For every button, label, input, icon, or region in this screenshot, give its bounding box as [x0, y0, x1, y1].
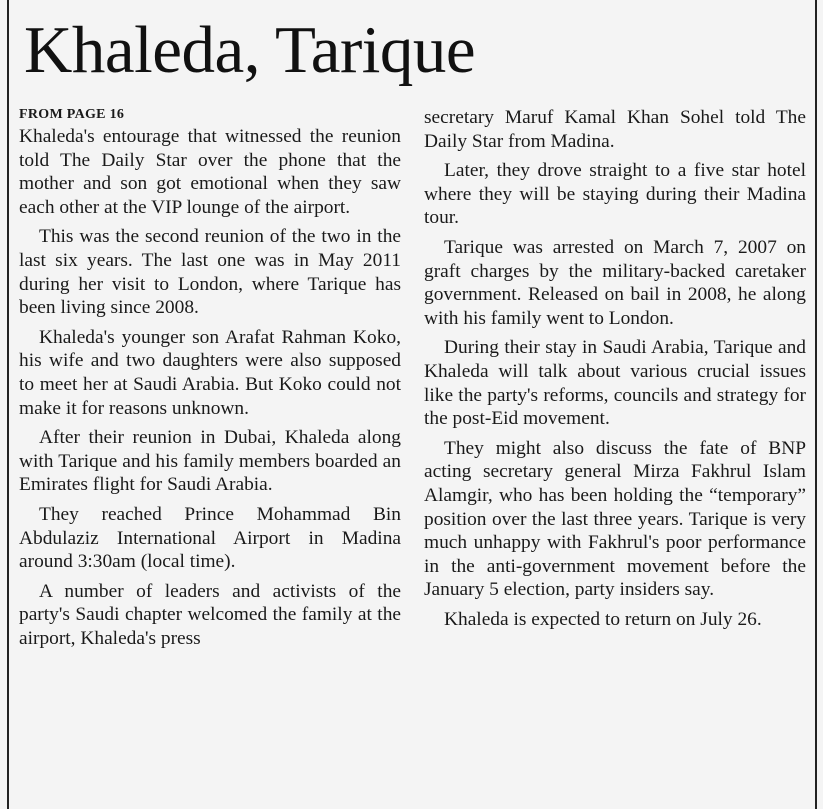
column-rule-left — [7, 0, 9, 809]
paragraph: Khaleda is expected to return on July 26. — [444, 608, 762, 630]
paragraph: Khaleda's younger son Arafat Rahman Koko, his wife and two daughters were also supposed to meet her at Saudi Arabia. But Koko could not make it for reasons unknown. — [19, 326, 401, 419]
column-rule-right — [815, 0, 817, 809]
paragraph: They reached Prince Mohammad Bin Abdulaziz International Airport in Madina around 3:30am (local time). — [19, 503, 401, 573]
paragraph: A number of leaders and activists of the party's Saudi chapter welcomed the family at the airport, Khaleda's press — [19, 580, 401, 649]
article-column-right — [424, 106, 806, 637]
paragraph: Later, they drove straight to a five star hotel where they will be staying during their Madina tour. — [424, 160, 806, 229]
paragraph: This was the second reunion of the two in the last six years. The last one was in May 2011 during her visit to London, where Tarique has been living since 2008. — [19, 226, 401, 319]
paragraph: During their stay in Saudi Arabia, Tarique and Khaleda will talk about various crucial issues like the party's reforms, councils and strategy for the post-Eid movement. — [424, 337, 806, 430]
headline: Khaleda, Tarique — [24, 13, 476, 87]
jump-line: FROM PAGE 16 — [19, 107, 125, 122]
paragraph-continued: secretary Maruf Kamal Khan Sohel told The Daily Star from Madina. — [424, 107, 806, 152]
paragraph: They might also discuss the fate of BNP acting secretary general Mirza Fakhrul Islam Alamgir, who has been holding the “temporary” position over the last three years. Tarique is very much unhappy with Fakhrul's poor performance in the anti-government movement before the January 5 election, party insiders say. — [424, 437, 806, 601]
paragraph: Khaleda's entourage that witnessed the reunion told The Daily Star over the phone that the mother and son got emotional when they saw each other at the VIP lounge of the airport. — [19, 126, 401, 218]
paragraph: After their reunion in Dubai, Khaleda along with Tarique and his family members boarded an Emirates flight for Saudi Arabia. — [19, 427, 401, 496]
article-column-left — [19, 106, 401, 656]
paragraph: Tarique was arrested on March 7, 2007 on graft charges by the military-backed caretaker government. Released on bail in 2008, he along with his family went to London. — [424, 236, 806, 329]
